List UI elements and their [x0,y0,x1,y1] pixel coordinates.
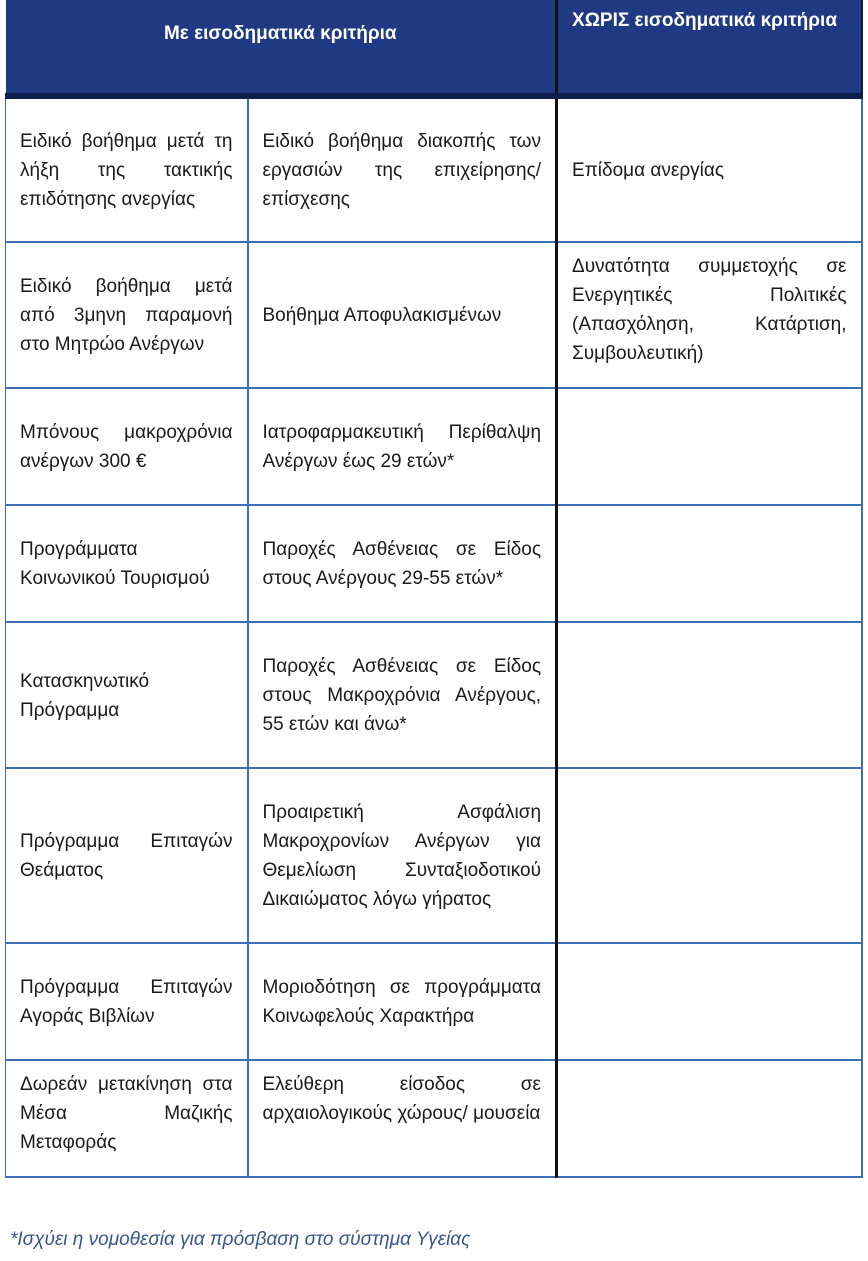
cell-without-criteria [557,622,862,768]
cell-with-criteria-a: Ειδικό βοήθημα μετά τη λήξη της τακτικής επιδότησης ανεργίας [6,96,248,242]
cell-with-criteria-b: Παροχές Ασθένειας σε Είδος στους Ανέργους 29-55 ετών* [248,505,557,622]
table-row [6,388,862,505]
header-with-income-criteria: Με εισοδηματικά κριτήρια [6,0,557,96]
cell-with-criteria-b: Ελεύθερη είσοδος σε αρχαιολογικούς χώρους/ μουσεία [248,1060,557,1177]
header-without-income-criteria: ΧΩΡΙΣ εισοδηματικά κριτήρια [557,0,862,96]
cell-with-criteria-a: Μπόνους μακροχρόνια ανέργων 300 € [6,388,248,505]
cell-with-criteria-a: Δωρεάν μετακίνηση στα Μέσα Μαζικής Μεταφοράς [6,1060,248,1177]
cell-with-criteria-b: Προαιρετική Ασφάλιση Μακροχρονίων Ανέργων για Θεμελίωση Συνταξιοδοτικού Δικαιώματος λόγω γήρατος [248,768,557,943]
table-row [6,622,862,768]
cell-with-criteria-a: Πρόγραμμα Επιταγών Θεάματος [6,768,248,943]
cell-with-criteria-a: Κατασκηνωτικό Πρόγραμμα [6,622,248,768]
cell-with-criteria-b: Βοήθημα Αποφυλακισμένων [248,242,557,388]
footnote: *Ισχύει η νομοθεσία για πρόσβαση στο σύστημα Υγείας [10,1229,471,1250]
benefits-table-container [5,0,861,1178]
table-row [6,943,862,1060]
cell-without-criteria [557,388,862,505]
benefits-table [5,0,863,1178]
cell-with-criteria-a: Προγράμματα Κοινωνικού Τουρισμού [6,505,248,622]
cell-without-criteria: Επίδομα ανεργίας [557,96,862,242]
cell-without-criteria [557,505,862,622]
table-row [6,505,862,622]
table-row [6,768,862,943]
cell-without-criteria [557,943,862,1060]
cell-without-criteria [557,1060,862,1177]
cell-without-criteria [557,768,862,943]
table-row [6,1060,862,1177]
cell-with-criteria-b: Ειδικό βοήθημα διακοπής των εργασιών της επιχείρησης/επίσχεσης [248,96,557,242]
cell-without-criteria: Δυνατότητα συμμετοχής σε Ενεργητικές Πολιτικές (Απασχόληση, Κατάρτιση, Συμβουλευτική) [557,242,862,388]
table-row [6,242,862,388]
table-header-row [6,0,862,96]
table-row [6,96,862,242]
cell-with-criteria-b: Παροχές Ασθένειας σε Είδος στους Μακροχρόνια Ανέργους, 55 ετών και άνω* [248,622,557,768]
cell-with-criteria-b: Ιατροφαρμακευτική Περίθαλψη Ανέργων έως 29 ετών* [248,388,557,505]
cell-with-criteria-a: Πρόγραμμα Επιταγών Αγοράς Βιβλίων [6,943,248,1060]
cell-with-criteria-a: Ειδικό βοήθημα μετά από 3μηνη παραμονή στο Μητρώο Ανέργων [6,242,248,388]
cell-with-criteria-b: Μοριοδότηση σε προγράμματα Κοινωφελούς Χαρακτήρα [248,943,557,1060]
